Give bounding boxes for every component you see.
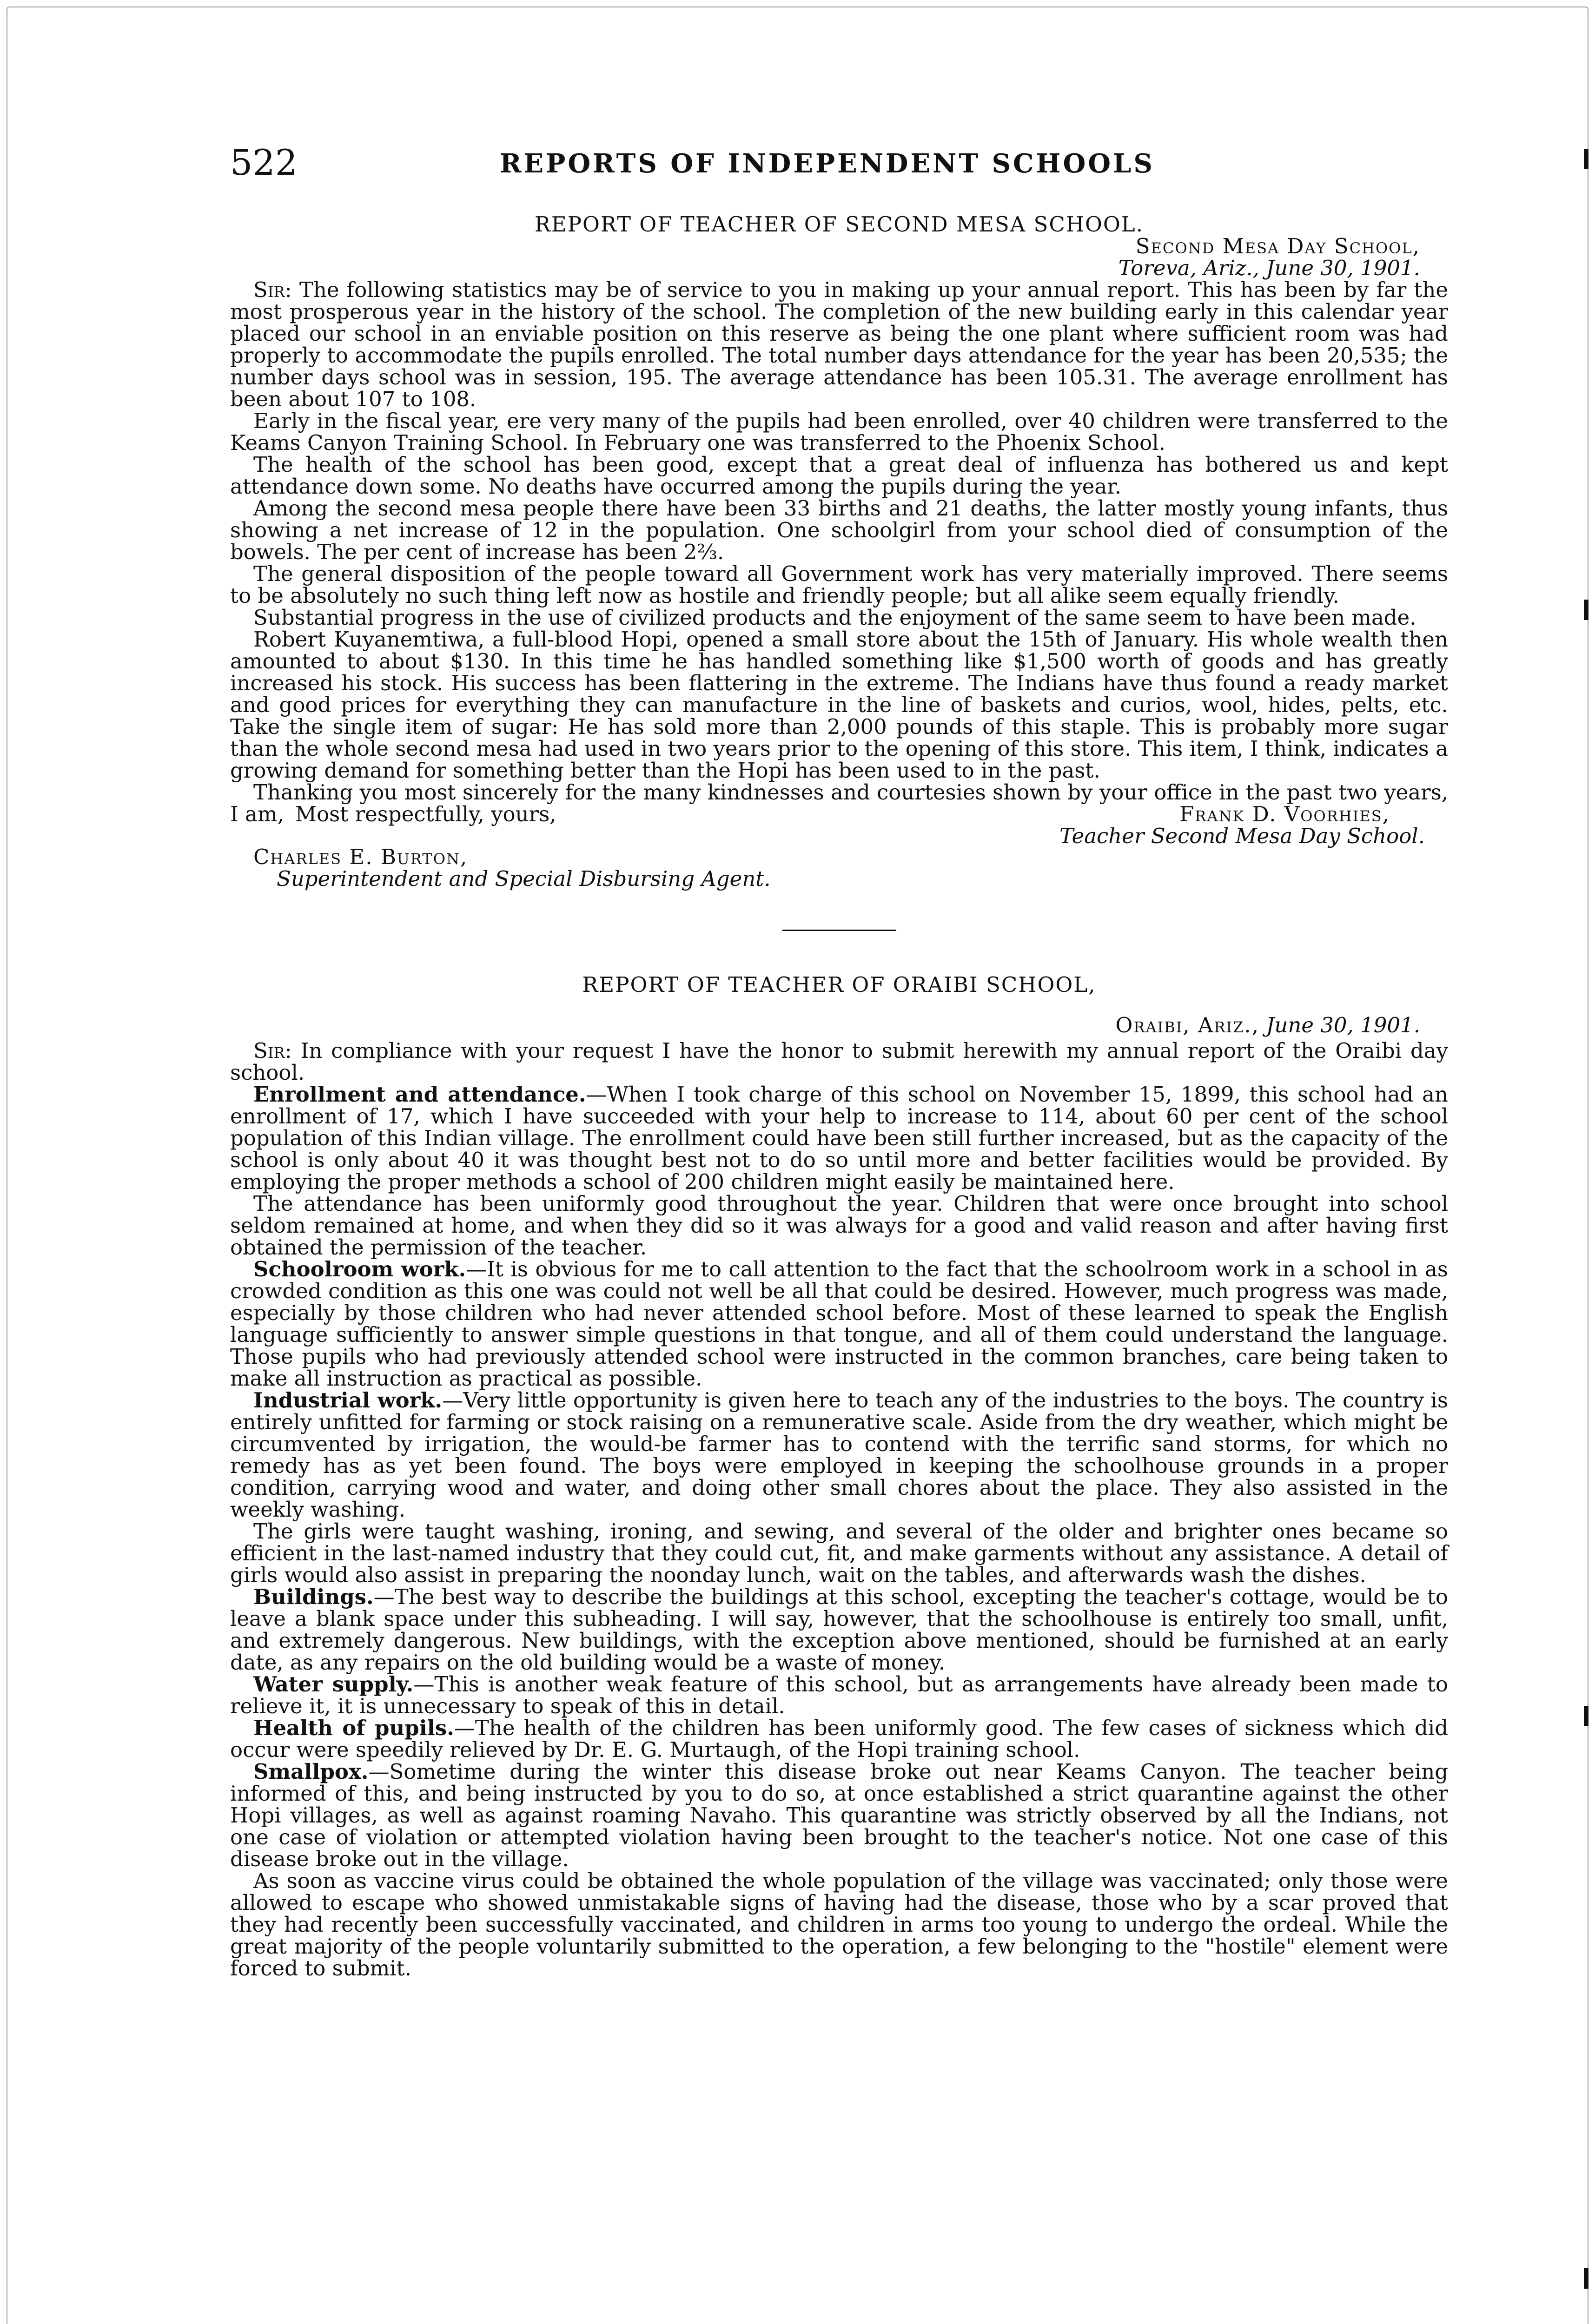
paragraph: The attendance has been uniformly good throughout the year. Children that were once brought into school seldom remained at home, and when they did so it was always for a good and valid reason and after having first obtained the permission of the teacher. [230,1191,1448,1260]
section-heading: Smallpox. [253,1759,369,1784]
salutation: Sir: [253,277,292,302]
page-number: 522 [230,142,298,183]
section-buildings: Buildings.—The best way to describe the buildings at this school, excepting the teacher's cottage, would be to leave a blank space under this subheading. I will say, however, that the schoolhouse is entirely too small, unfit, and extremely dangerous. New buildings, with the exception above mentioned, should be furnished at an early date, as any repairs on the old building would be a waste of money. [230,1585,1448,1675]
document-page [230,142,1448,1979]
paragraph: Sir: The following statistics may be of service to you in making up your annual report. This has been by far the most prosperous year in the history of the school. The completion of the new building early in this calendar year placed our school in an enviable position on this reserve as being the one plant where sufficient room was had properly to accommodate the pupils enrolled. The total number days attendance for the year has been 20,535; the number days school was in session, 195. The average attendance has been 105.31. The average enrollment has been about 107 to 108. [230,277,1448,411]
signature-title: Teacher Second Mesa Day School. [1059,824,1425,848]
dateline-date [230,257,1448,279]
dateline-place [230,235,1448,257]
paragraph: Early in the fiscal year, ere very many of the pupils had been enrolled, over 40 children were transferred to the Keams Canyon Training School. In February one was transferred to the Phoenix School. [230,409,1448,455]
section-health: Health of pupils.—The health of the children has been uniformly good. The few cases of sickness which did occur were speedily relieved by Dr. E. G. Murtaugh, of the Hopi training school. [230,1716,1448,1762]
school-place: Oraibi, Ariz., [1115,1013,1260,1037]
report-date: June 30, 1901. [1266,1013,1420,1037]
running-head [230,142,1448,193]
paragraph: The general disposition of the people toward all Government work has very materially improved. There seems to be absolutely no such thing left now as hostile and friendly people; but all alike seem equally friendly. [230,561,1448,608]
edge-mark [1584,600,1588,620]
dateline [230,1014,1448,1036]
section-divider [782,930,896,931]
section-heading: Schoolroom work. [253,1257,466,1281]
section-heading: Water supply. [253,1672,414,1697]
school-name: Second Mesa Day School, [1135,234,1420,258]
report-title-oraibi: REPORT OF TEACHER OF ORAIBI SCHOOL, [582,972,1096,997]
section-smallpox: Smallpox.—Sometime during the winter this disease broke out near Keams Canyon. The teacher being informed of this, and being instructed by you to do so, at once established a strict quarantine against the other Hopi villages, as well as against roaming Navaho. This quarantine was strictly observed by all the Indians, not one case of violation or attempted violation having been brought to the teacher's notice. Not one case of this disease broke out in the village. [230,1759,1448,1871]
report-date: Toreva, Ariz., June 30, 1901. [1118,256,1420,280]
section-schoolroom-work: Schoolroom work.—It is obvious for me to call attention to the fact that the schoolroom work in a school in as crowded condition as this one was could not well be all that could be desired. However, much progress was made, especially by those children who had never attended school before. Most of these learned to speak the English language sufficiently to answer simple questions in that tongue, and all of them could understand the language. Those pupils who had previously attended school were instructed in the common branches, care being taken to make all instruction as practical as possible. [230,1257,1448,1391]
addressee-title: Superintendent and Special Disbursing Agent. [277,866,771,891]
edge-mark [1584,1706,1588,1726]
section-heading: Industrial work. [253,1388,443,1413]
paragraph: The health of the school has been good, except that a great deal of influenza has bothered us and kept attendance down some. No deaths have occurred among the pupils during the year. [230,452,1448,499]
addressee-name: Charles E. Burton, [253,845,468,869]
paragraph: Substantial progress in the use of civilized products and the enjoyment of the same seem to have been made. [253,605,1416,630]
paragraph: As soon as vaccine virus could be obtained the whole population of the village was vaccinated; only those were allowed to escape who showed unmistakable signs of having had the disease, those who by a scar proved that they had recently been successfully vaccinated, and children in arms too young to undergo the ordeal. While the great majority of the people voluntarily submitted to the operation, a few belonging to the "hostile" element were forced to submit. [230,1868,1448,1981]
closing: Most respectfully, yours, [295,802,556,826]
section-heading: Enrollment and attendance. [253,1082,586,1107]
section-heading: Buildings. [253,1585,374,1609]
addressee [253,846,1448,890]
paragraph: The girls were taught washing, ironing, and sewing, and several of the older and brighter ones became so efficient in the last-named industry that they could cut, fit, and make garments without any assistance. A detail of girls would also assist in preparing the noonday lunch, wait on the tables, and afterwards wash the dishes. [230,1519,1448,1587]
running-title: REPORTS OF INDEPENDENT SCHOOLS [500,148,1155,179]
edge-mark [1584,2268,1588,2289]
paragraph: Sir: In compliance with your request I have the honor to submit herewith my annual report of the Oraibi day school. [230,1038,1448,1085]
edge-mark [1584,149,1588,169]
section-heading: Health of pupils. [253,1716,454,1740]
section-industrial-work: Industrial work.—Very little opportunity is given here to teach any of the industries to the boys. The country is entirely unfitted for farming or stock raising on a remunerative scale. Aside from the dry weather, which might be circumvented by irrigation, the would-be farmer has to contend with the terrific sand storms, for which no remedy has as yet been found. The boys were employed in keeping the schoolhouse grounds in a proper condition, carrying wood and water, and doing other small chores about the place. They also assisted in the weekly washing. [230,1388,1448,1522]
section-enrollment: Enrollment and attendance.—When I took charge of this school on November 15, 1899, this school had an enrollment of 17, which I have succeeded with your help to increase to 114, about 60 per cent of the school population of this Indian village. The enrollment could have been still further increased, but as the capacity of the school is only about 40 it was thought best not to do so until more and better facilities would be provided. By employing the proper methods a school of 200 children might easily be maintained here. [230,1082,1448,1194]
salutation: Sir: [253,1038,292,1063]
paragraph: Among the second mesa people there have been 33 births and 21 deaths, the latter mostly young infants, thus showing a net increase of 12 in the population. One schoolgirl from your school died of consumption of the bowels. The per cent of increase has been 2⅔. [230,496,1448,564]
paragraph: Robert Kuyanemtiwa, a full-blood Hopi, opened a small store about the 15th of January. His whole wealth then amounted to about $130. In this time he has handled something like $1,500 worth of goods and has greatly increased his stock. His success has been flattering in the extreme. The Indians have thus found a ready market and good prices for everything they can manufacture in the line of baskets and curios, wool, hides, pelts, etc. Take the single item of sugar: He has sold more than 2,000 pounds of this staple. This is probably more sugar than the whole second mesa had used in two years prior to the opening of this store. This item, I think, indicates a growing demand for something better than the Hopi has been used to in the past. [230,627,1448,783]
paragraph: Thanking you most sincerely for the many kindnesses and courtesies shown by your office in the past two years, I am, [230,780,1448,826]
section-water-supply: Water supply.—This is another weak feature of this school, but as arrangements have already been made to relieve it, it is unnecessary to speak of this in detail. [230,1672,1448,1718]
report-title-second-mesa: REPORT OF TEACHER OF SECOND MESA SCHOOL. [534,212,1144,237]
signature-name: Frank D. Voorhies, [1179,802,1390,826]
